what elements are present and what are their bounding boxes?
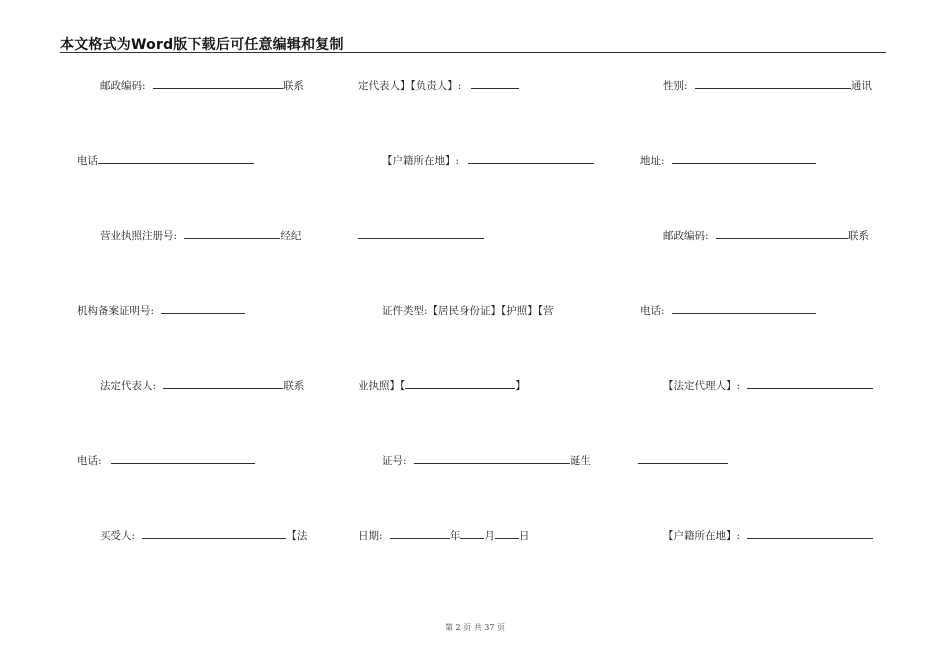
phone-label-2: 电话: [640, 305, 665, 317]
day-blank[interactable] [495, 529, 519, 539]
broker-text: 经纪 [280, 230, 302, 242]
page-number: 第 2 页 共 37 页 [445, 623, 505, 632]
month-blank[interactable] [460, 529, 484, 539]
day-text: 日 [518, 530, 530, 542]
buyer-field [100, 529, 307, 543]
household-register-blank-2[interactable] [747, 529, 873, 539]
gender-blank[interactable] [695, 79, 851, 89]
date-label: 日期: [358, 530, 383, 542]
legal-bracket-text: 【法 [286, 530, 308, 542]
address-label: 地址: [640, 155, 665, 167]
business-license-blank[interactable] [184, 229, 280, 239]
blank-line-middle [358, 229, 484, 243]
address-field [640, 154, 816, 168]
legal-representative-blank[interactable] [163, 379, 283, 389]
other-id-blank[interactable] [405, 379, 515, 389]
buyer-label: 买受人: [100, 530, 136, 542]
id-type-label: 证件类型:【居民身份证】【护照】【营 [382, 305, 554, 317]
legal-agent-field [663, 379, 873, 393]
phone-field-1 [77, 154, 254, 168]
agency-filing-blank[interactable] [161, 304, 245, 314]
id-number-blank[interactable] [414, 454, 570, 464]
id-number-field [382, 454, 591, 468]
household-register-blank-1[interactable] [468, 154, 594, 164]
legal-agent-label: 【法定代理人】: [663, 380, 741, 392]
phone-blank-2[interactable] [672, 304, 816, 314]
id-type-continued-label: 业执照】【 [358, 380, 406, 392]
business-license-field [100, 229, 301, 243]
middle-blank[interactable] [358, 229, 484, 239]
id-number-label: 证号: [382, 455, 407, 467]
legal-rep-field [358, 79, 519, 93]
household-register-field-1 [382, 154, 594, 168]
id-type-field [382, 304, 554, 318]
birth-blank[interactable] [638, 454, 728, 464]
date-field [358, 529, 529, 543]
address-blank[interactable] [672, 154, 816, 164]
phone-field-2 [640, 304, 816, 318]
id-type-continued [358, 379, 526, 393]
postal-code-label-1: 邮政编码: [100, 80, 146, 92]
month-text: 月 [484, 530, 495, 542]
legal-agent-blank[interactable] [747, 379, 873, 389]
legal-rep-label: 定代表人】【负责人】: [358, 80, 462, 92]
birth-blank-field [638, 454, 728, 468]
phone-blank-3[interactable] [111, 454, 255, 464]
phone-blank-1[interactable] [98, 154, 254, 164]
agency-filing-field [77, 304, 245, 318]
gender-label: 性别: [663, 80, 688, 92]
household-register-label-2: 【户籍所在地】: [663, 530, 741, 542]
birth-text: 诞生 [569, 455, 591, 467]
agency-filing-label: 机构备案证明号: [77, 305, 155, 317]
legal-representative-label: 法定代表人: [100, 380, 157, 392]
year-text: 年 [449, 530, 461, 542]
business-license-label: 营业执照注册号: [100, 230, 178, 242]
legal-representative-field [100, 379, 304, 393]
postal-code-label-2: 邮政编码: [663, 230, 709, 242]
household-register-label-1: 【户籍所在地】: [382, 155, 460, 167]
postal-code-blank-1[interactable] [153, 79, 283, 89]
gender-field [663, 79, 872, 93]
buyer-blank[interactable] [142, 529, 286, 539]
phone-field-3 [77, 454, 255, 468]
postal-code-blank-2[interactable] [716, 229, 848, 239]
contact-text-3: 联系 [283, 380, 305, 392]
legal-rep-blank[interactable] [471, 79, 519, 89]
contact-text-2: 联系 [847, 230, 869, 242]
year-blank[interactable] [390, 529, 450, 539]
postal-code-field-1 [100, 79, 304, 93]
mailing-text: 通讯 [850, 80, 872, 92]
phone-label-1: 电话 [77, 155, 98, 167]
household-register-field-2 [663, 529, 873, 543]
postal-code-field-2 [663, 229, 869, 243]
header-title: 本文格式为Word版下载后可任意编辑和复制 [60, 37, 344, 53]
header-divider [60, 52, 886, 53]
contact-text-1: 联系 [282, 80, 304, 92]
phone-label-3: 电话: [77, 455, 102, 467]
bracket-close: 】 [515, 380, 526, 392]
